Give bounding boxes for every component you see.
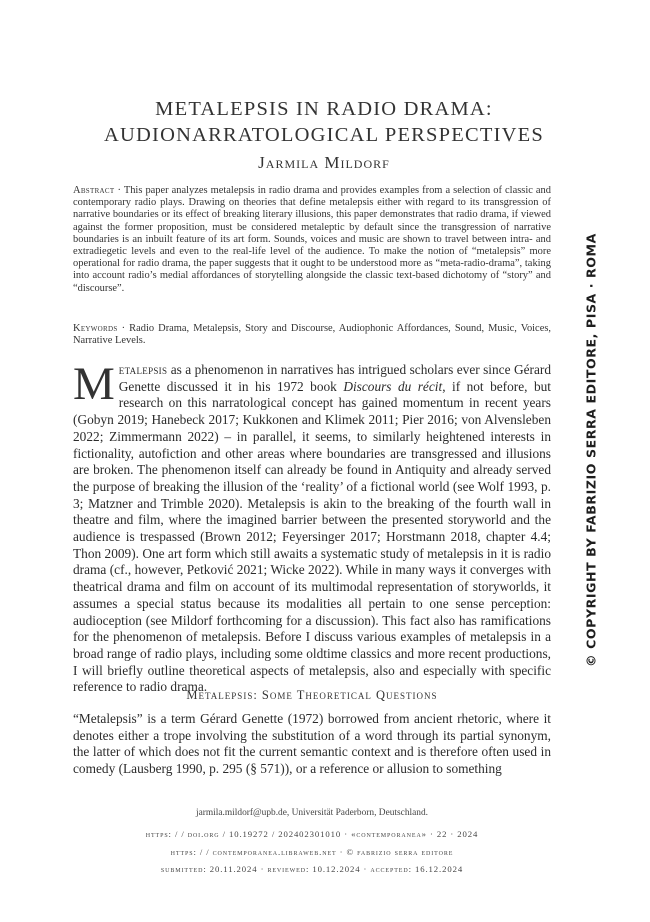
paper-title: [74, 96, 574, 148]
title-line-1: METALEPSIS IN RADIO DRAMA:: [155, 98, 493, 120]
abstract-label: Abstract: [73, 185, 115, 196]
section-heading: Metalepsis: Some Theoretical Questions: [186, 688, 438, 702]
keywords-label: Keywords: [73, 323, 118, 334]
paragraph-1-text-a: as a phenomenon in narratives has intrigued scholars ever since Gérard Genette discussed it in his 1972 book: [118, 362, 551, 394]
author-name: Jarmila Mildorf: [258, 153, 390, 172]
keywords: [73, 323, 551, 347]
dates-line: submitted: 20.11.2024 · reviewed: 10.12.2024 · accepted: 16.12.2024: [160, 864, 464, 874]
copyright-text: © COPYRIGHT BY FABRIZIO SERRA EDITORE, PISA · ROMA: [583, 233, 599, 667]
first-word: etalepsis: [118, 362, 168, 377]
copyright-sidebar: [583, 215, 599, 685]
doi-line: https: / / doi.org / 10.19272 / 202402301010 · «contemporanea» · 22 · 2024: [145, 829, 479, 839]
paragraph-1-text-b: , if not before, but research on this narratological concept has gained momentum in recent years (Gobyn 2019; Hanebeck 2017; Kukkonen and Klimek 2011; Pier 2016; von Alvensleben 2022; Zimmermann 2022) – in parallel, it seems, to similarly heightened interests in fictionality, autofiction and other areas where boundaries are transgressed and illusions are broken. The phenomenon itself can already be found in Antiquity and already served the purpose of breaking the illusion of the ‘reality’ of a fictional world (see Wolf 1993, p. 3; Matzner and Trimble 2020). Metalepsis is akin to the breaking of the fourth wall in theatre and film, where the imagined barrier between the presented storyworld and the audience is trespassed (Brown 2012; Feyersinger 2017; Horstmann 2018, chapter 4.4; Thon 2009). One art form which still awaits a systematic study of metalepsis in it is radio drama (cf., however, Petković 2021; Wicke 2022). While in many ways it converges with theatrical drama and film on account of its multimodal representation of storyworlds, it assumes a special status because its modalities all pertain to one sense perception: audioception (see Mildorf forthcoming for a discussion). This fact also has ramifications for the phenomenon of metalepsis. Before I discuss various examples of metalepsis in a broad range of radio plays, including some oldtime classics and more recent productions, I will briefly outline theoretical aspects of metalepsis, also and especially with specific reference to radio drama.: [73, 378, 551, 695]
book-title-italic: Discours du récit: [343, 378, 443, 394]
title-line-2: AUDIONARRATOLOGICAL PERSPECTIVES: [104, 124, 544, 146]
body-paragraph-2: “Metalepsis” is a term Gérard Genette (1972) borrowed from ancient rhetoric, where it denotes either a trope involving the substitution of a word through its partial synonym, the latter of which does not fit the current semantic context and is therefore often used in comedy (Lausberg 1990, p. 295 (§ 571)), or a reference or allusion to something: [73, 711, 551, 777]
keywords-text: · Radio Drama, Metalepsis, Story and Discourse, Audiophonic Affordances, Sound, Music, Voices, Narrative Levels.: [73, 323, 551, 347]
publisher-line: https: / / contemporanea.libraweb.net · © fabrizio serra editore: [170, 847, 454, 857]
abstract: [73, 185, 551, 295]
drop-cap: M: [73, 358, 115, 410]
author-affiliation: jarmila.mildorf@upb.de, Universität Paderborn, Deutschland.: [195, 808, 428, 818]
body-paragraph-1: [73, 358, 551, 696]
abstract-text: · This paper analyzes metalepsis in radio drama and provides examples from a selection of classic and contemporary radio plays. Drawing on theories that define metalepsis either with regard to its transgression of narrative boundaries or its effect of breaking literary illusions, this paper demonstrates that radio drama, if viewed against the former proposition, must be considered metaleptic by default since the transgression of narrative boundaries is an inbuilt feature of its art form. Sounds, voices and music are shown to travel between intra- and extradiegetic levels and even to the real-life level of the audience. To make the notion of “metalepsis” more operational for radio drama, the paper suggests that it ought to be understood more as “meta-radio-drama”, taking into account radio’s medial affordances of storytelling alongside the classic text-based dichotomy of “story” and “discourse”.: [73, 185, 551, 294]
